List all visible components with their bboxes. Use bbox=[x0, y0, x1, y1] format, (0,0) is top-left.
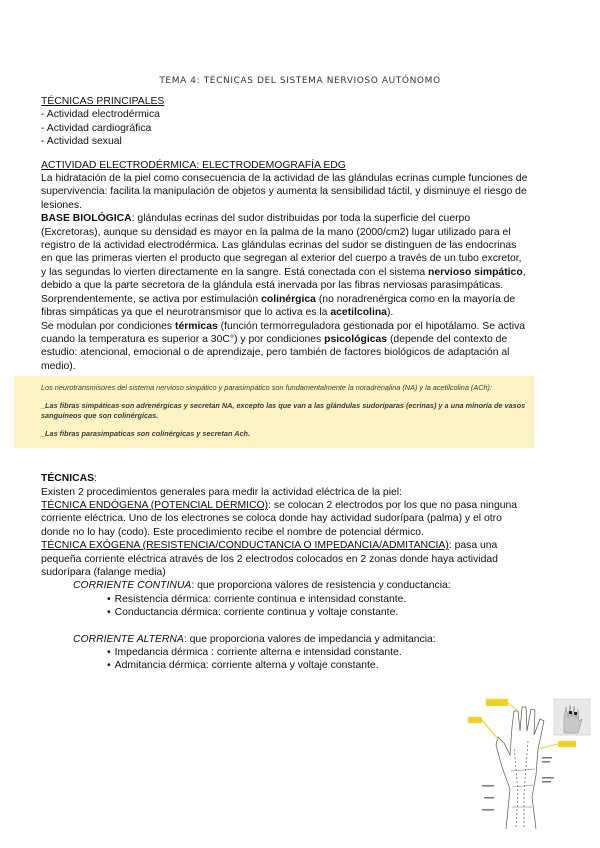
edg-intro: La hidratación de la piel como consecuencia de la actividad de las glándulas ecrinas cumple funciones de supervivencia: facilita la manipulación de objetos y aumenta la sensibilidad táctil, y disminuye el riesgo de lesiones. bbox=[41, 173, 528, 211]
list-item: • Resistencia dérmica: corriente continua e intensidad constante. bbox=[41, 593, 529, 606]
edg-heading: ACTIVIDAD ELECTRODÉRMICA: ELECTRODEMOGRAFÍA EDG bbox=[41, 159, 346, 171]
highlight-note bbox=[14, 376, 534, 448]
list-item: - Actividad electrodérmica bbox=[41, 109, 160, 121]
modulation-paragraph: Se modulan por condiciones térmicas (función termorreguladora gestionada por el hipotálamo. Se activa cuando la temperatura es superior a 30C°) y por condiciones psicológicas (depende del contexto de estudio: atencional, emocional o de aprendizaje, pero también de factores biológicos de adaptación al medio). bbox=[41, 320, 526, 372]
base-biologica-paragraph: BASE BIOLÓGICA: glándulas ecrinas del sudor distribuidas por toda la superficie del cuerpo (Excretoras), aunque su densidad es mayor en la palma de la mano (2000/cm2) lugar utilizado para el registro de la actividad electrodérmica. Las glándulas ecrinas del sudor se distinguen de las endocrinas en que las primeras vierten el producto que segregan al exterior del cuerpo a través de un tubo excretor, y las segundas lo vierten directamente en la sangre. Está conectada con el sistema nervioso simpático, debido a que la parte secretora de la glándula está inervada por las fibras nerviosas parasimpáticas. Sorprendentemente, se activa por estimulación colinérgica (no noradrenérgica como en la mayoría de fibras simpáticas ya que el neurotransmisor que lo activa es la acetilcolina). bbox=[41, 213, 526, 319]
note-line: Los neurotransmisores del sistema nervioso simpático y parasimpático son fundamentalmente la noradrenalina (NA) y la acetilcolina (ACh): bbox=[41, 383, 492, 393]
page-title: TEMA 4: TÉCNICAS DEL SISTEMA NERVIOSO AUTÓNOMO bbox=[159, 76, 441, 86]
corriente-alterna-line: CORRIENTE ALTERNA: que proporciona valores de impedancia y admitancia: bbox=[73, 633, 436, 645]
list-item: - Actividad sexual bbox=[41, 136, 122, 148]
note-line: _Las fibras parasimpaticas son colinérgicas y secretan Ach. bbox=[41, 429, 251, 439]
list-item: • Impedancia dérmica : corriente alterna e intensidad constante. bbox=[41, 646, 529, 659]
note-line: _Las fibras simpáticas son adrenérgicas y secretan NA, excepto las que van a las glándulas sudoríparas (ecrinas) y a una minoría de vasos sanguíneos que son colinérgicas. bbox=[41, 401, 526, 421]
principales-heading: TÉCNICAS PRINCIPALES bbox=[41, 96, 165, 107]
tecnicas-intro: Existen 2 procedimientos generales para medir la actividad eléctrica de la piel: bbox=[41, 486, 402, 498]
tecnicas-heading: TÉCNICAS: bbox=[41, 473, 98, 485]
list-item: • Conductancia dérmica: corriente continua y voltaje constante. bbox=[41, 606, 529, 619]
tecnica-endogena-paragraph: TÉCNICA ENDÓGENA (POTENCIAL DÉRMICO): se colocan 2 electrodos por los que no pasa ninguna corriente eléctrica. Uno de los electrones se coloca donde hay actividad sudorípara (palma) y el otro donde no lo hay (codo). Este procedimiento recibe el nombre de potencial dérmico. bbox=[41, 499, 518, 538]
hand-electrode-diagram-icon bbox=[466, 697, 594, 829]
base-biologica-label: BASE BIOLÓGICA bbox=[41, 213, 132, 225]
list-item: • Admitancia dérmica: corriente alterna y voltaje constante. bbox=[41, 659, 529, 672]
tecnica-exogena-paragraph: TÉCNICA EXÓGENA (RESISTENCIA/CONDUCTANCIA O IMPEDANCIA/ADMITANCIA): pasa una pequeña corriente eléctrica através de los 2 electrodos colocados en 2 zonas donde haya actividad sudorípara (falange media) bbox=[41, 540, 498, 578]
corriente-continua-line: CORRIENTE CONTINUA: que proporciona valores de resistencia y conductancia: bbox=[73, 580, 451, 592]
list-item: - Actividad cardiográfica bbox=[41, 122, 152, 134]
document-body bbox=[41, 95, 529, 673]
